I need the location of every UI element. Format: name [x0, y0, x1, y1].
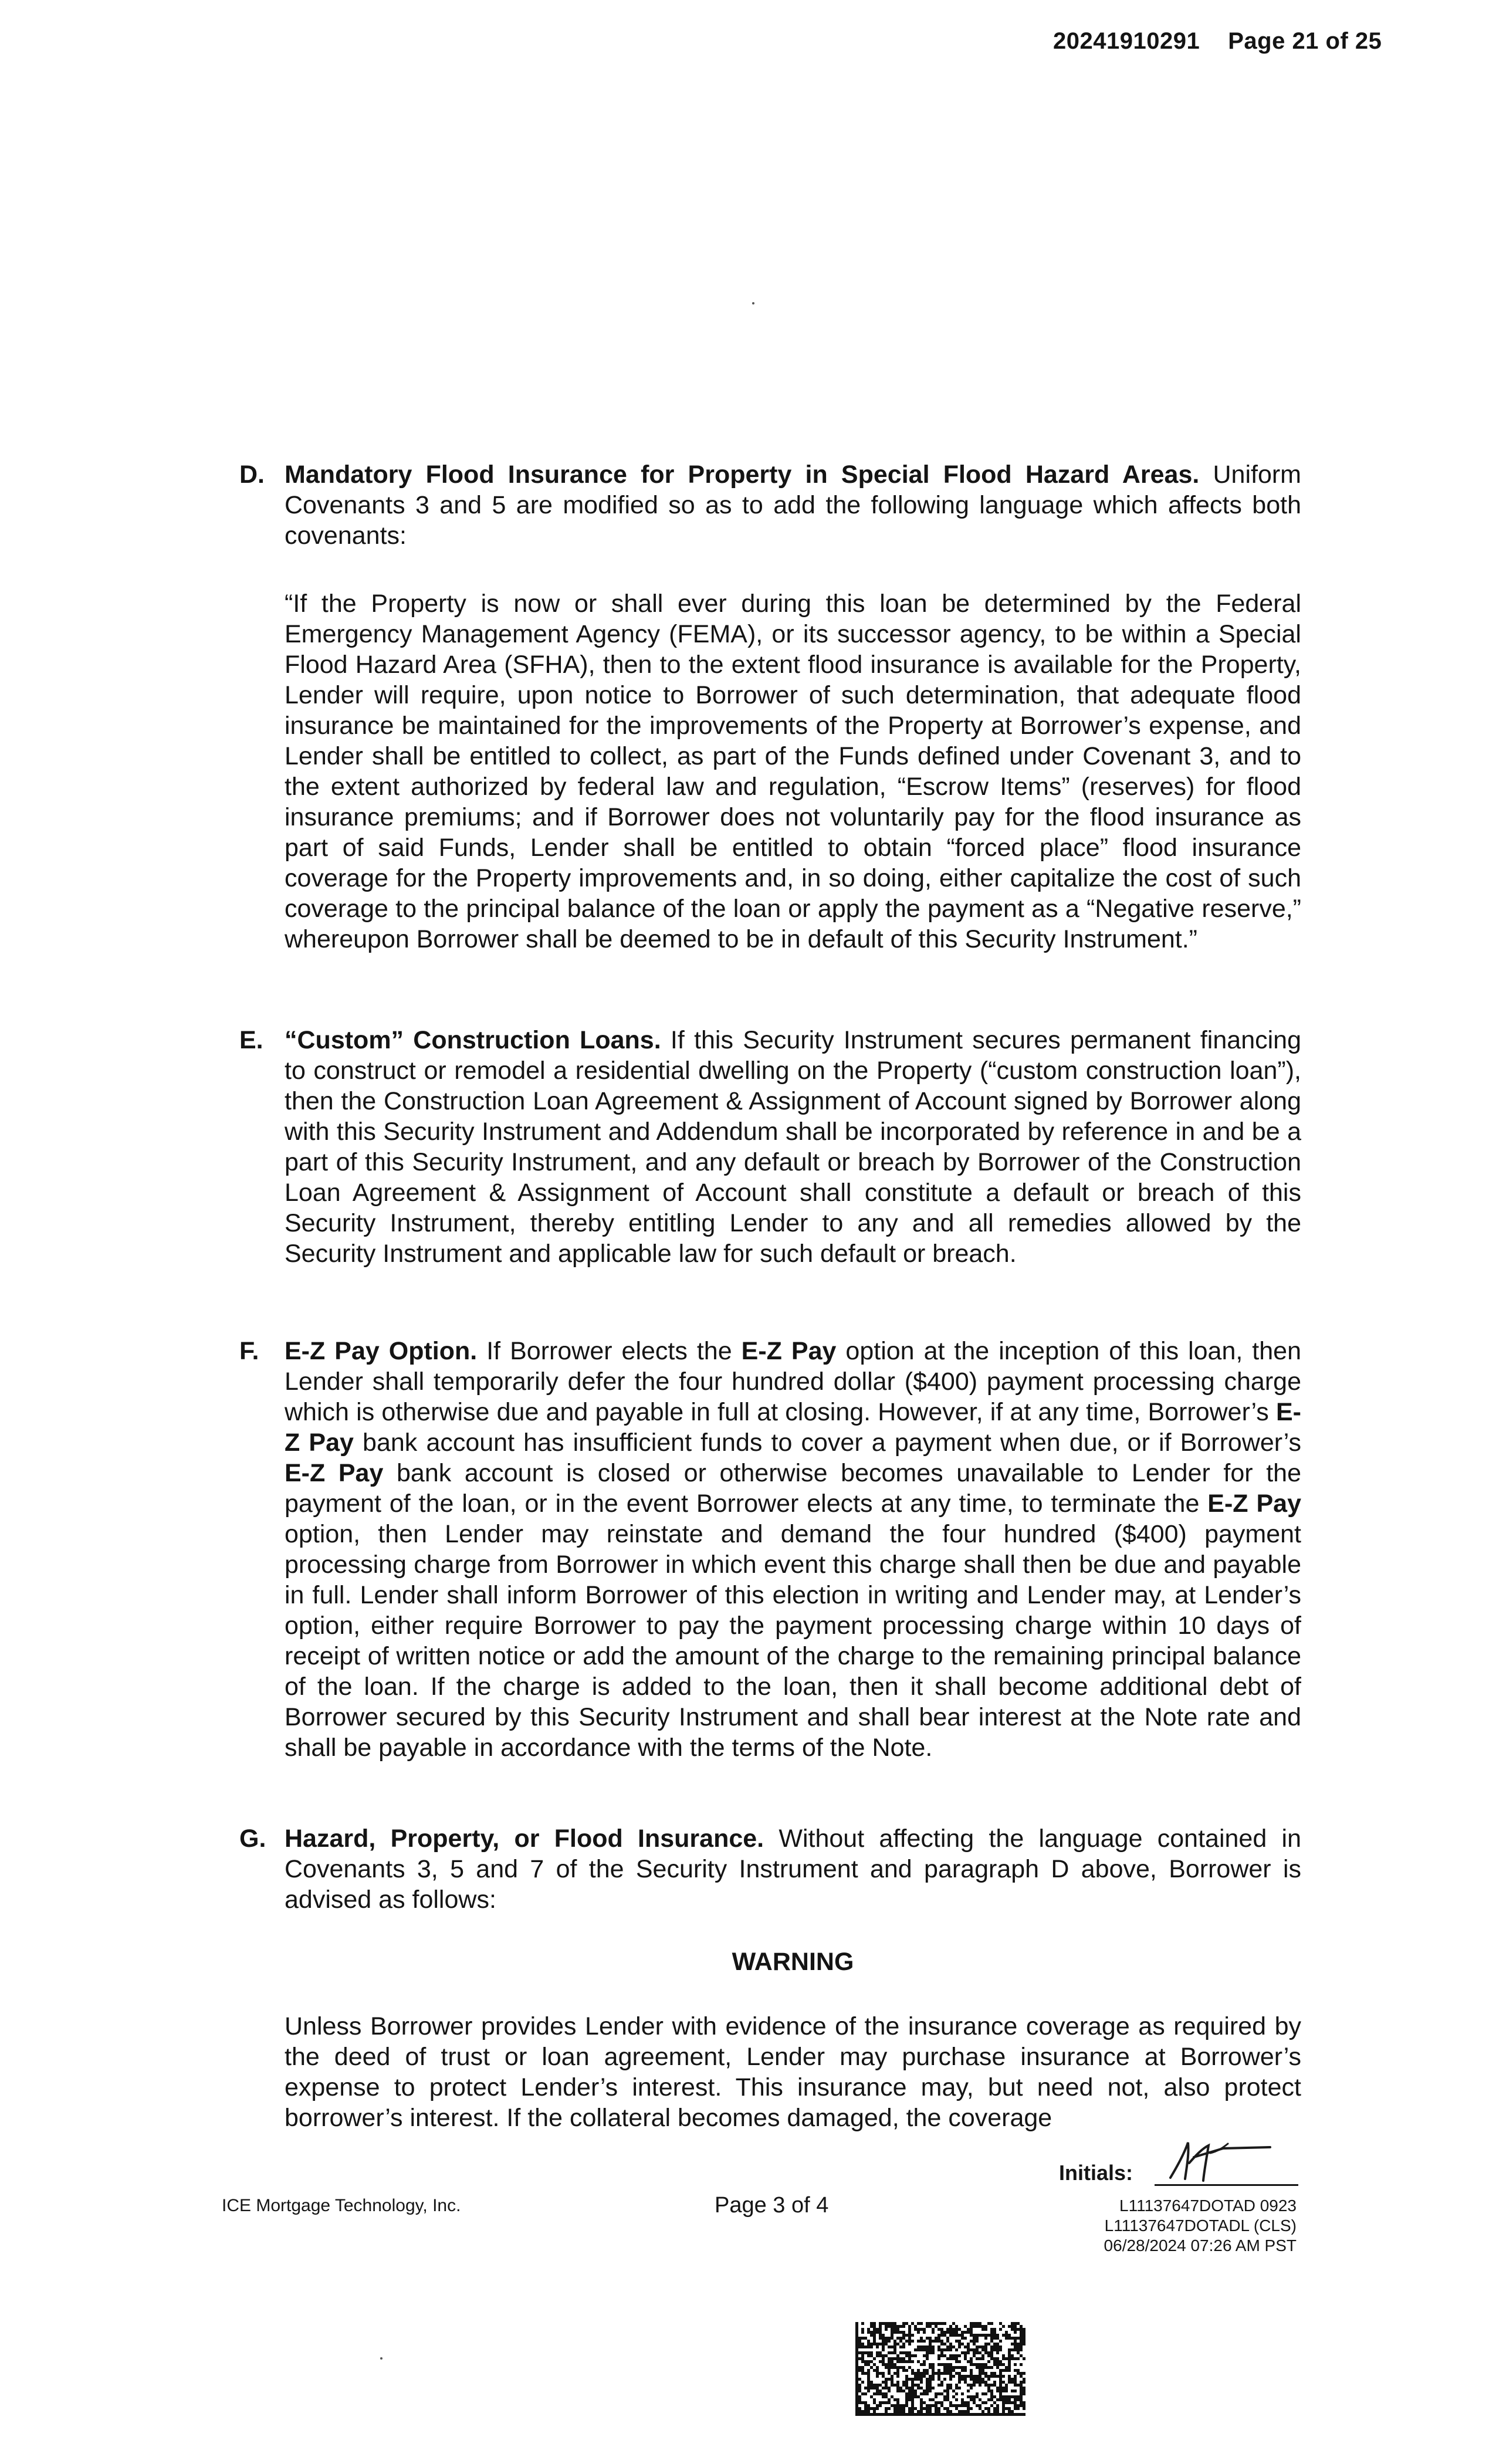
section-g-title: Hazard, Property, or Flood Insurance.	[285, 1825, 764, 1853]
section-e-text: If this Security Instrument secures permanent financing to construct or remodel a residential dwelling on the Property (“custom construction loan”), then the Construction Loan Agreement & Assignment of Account signed by Borrower along with this Security Instrument and Addendum shall be incorporated by reference in and be a part of this Security Instrument, and any default or breach by Borrower of the Construction Loan Agreement & Assignment of Account shall constitute a default or breach of this Security Instrument, thereby entitling Lender to any and all remedies allowed by the Security Instrument and applicable law for such default or breach.	[285, 1026, 1301, 1268]
section-f	[239, 1336, 1301, 1763]
section-e-letter: E.	[239, 1026, 263, 1054]
initials-label: Initials:	[1059, 2161, 1133, 2185]
section-d-title: Mandatory Flood Insurance for Property in Special Flood Hazard Areas.	[285, 461, 1200, 489]
section-f-text: bank account is closed or otherwise becomes unavailable to Lender for the payment of the loan, or in the event Borrower elects at any time, to terminate the	[285, 1459, 1301, 1518]
ez-pay-term: E-Z Pay	[1207, 1490, 1301, 1518]
section-f-text: bank account has insufficient funds to cover a payment when due, or if Borrower’s	[353, 1429, 1301, 1457]
section-f-text: If Borrower elects the	[477, 1337, 742, 1365]
section-e-body	[285, 1025, 1301, 1269]
ez-pay-term: E-Z Pay	[285, 1398, 1301, 1457]
datamatrix-barcode	[855, 2322, 1025, 2416]
form-code: L11137647DOTAD 0923	[1119, 2196, 1297, 2215]
section-d-letter: D.	[239, 461, 265, 489]
section-d	[239, 459, 1301, 551]
warning-heading: WARNING	[732, 1948, 854, 1976]
section-f-title: E-Z Pay Option.	[285, 1337, 478, 1365]
scan-speck	[752, 302, 754, 304]
section-g-body	[285, 1823, 1301, 1915]
flood-insurance-quote: “If the Property is now or shall ever during this loan be determined by the Federal Emergency Management Agency (FEMA), or its successor agency, to be within a Special Flood Hazard Area (SFHA), then to the extent flood insurance is available for the Property, Lender will require, upon notice to Borrower of such determination, that adequate flood insurance be maintained for the improvements of the Property at Borrower’s expense, and Lender shall be entitled to collect, as part of the Funds defined under Covenant 3, and to the extent authorized by federal law and regulation, “Escrow Items” (reserves) for flood insurance premiums; and if Borrower does not voluntarily pay for the flood insurance as part of said Funds, Lender shall be entitled to obtain “forced place” flood insurance coverage for the Property improvements and, in so doing, either capitalize the cost of such coverage to the principal balance of the loan or apply the payment as a “Negative reserve,” whereupon Borrower shall be deemed to be in default of this Security Instrument.”	[285, 590, 1301, 953]
section-g	[239, 1823, 1301, 1915]
section-f-text: option at the inception of this loan, then Lender shall temporarily defer the four hundred dollar ($400) payment processing charge which is otherwise due and payable in full at closing. However, if at any time, Borrower’s	[285, 1337, 1301, 1426]
footer-page-number: Page 3 of 4	[715, 2193, 829, 2218]
section-e-title: “Custom” Construction Loans.	[285, 1026, 661, 1054]
recording-header	[1053, 28, 1382, 55]
section-d-text: Uniform Covenants 3 and 5 are modified so as to add the following language which affects both covenants:	[285, 461, 1302, 550]
document-codes	[1044, 2196, 1297, 2256]
section-f-letter: F.	[239, 1337, 259, 1365]
ez-pay-term: E-Z Pay	[741, 1337, 837, 1365]
section-e	[239, 1025, 1301, 1269]
ez-pay-term: E-Z Pay	[285, 1459, 384, 1487]
recording-number: 20241910291	[1053, 28, 1200, 54]
section-g-text: Without affecting the language contained in Covenants 3, 5 and 7 of the Security Instrument and paragraph D above, Borrower is advised as follows:	[285, 1825, 1301, 1914]
section-d-body	[285, 459, 1301, 551]
section-f-text: option, then Lender may reinstate and demand the four hundred ($400) payment processing charge from Borrower in which event this charge shall then be due and payable in full. Lender shall inform Borrower of this election in writing and Lender may, at Lender’s option, either require Borrower to pay the payment processing charge within 10 days of receipt of written notice or add the amount of the charge to the remaining principal balance of the loan. If the charge is added to the loan, then it shall become additional debt of Borrower secured by this Security Instrument and shall bear interest at the Note rate and shall be payable in accordance with the terms of the Note.	[285, 1520, 1301, 1762]
section-g-letter: G.	[239, 1825, 266, 1853]
warning-text: Unless Borrower provides Lender with evidence of the insurance coverage as required by the deed of trust or loan agreement, Lender may purchase insurance at Borrower’s expense to protect Lender’s interest. This insurance may, but need not, also protect borrower’s interest. If the collateral becomes damaged, the coverage	[285, 2012, 1301, 2132]
scan-speck	[380, 2357, 383, 2360]
initials-signature	[1153, 2131, 1294, 2187]
page-counter: Page 21 of 25	[1228, 28, 1382, 54]
footer-company: ICE Mortgage Technology, Inc.	[222, 2196, 461, 2215]
form-code-cls: L11137647DOTADL (CLS)	[1104, 2216, 1297, 2235]
section-f-body	[285, 1336, 1301, 1763]
print-timestamp: 06/28/2024 07:26 AM PST	[1104, 2236, 1297, 2255]
